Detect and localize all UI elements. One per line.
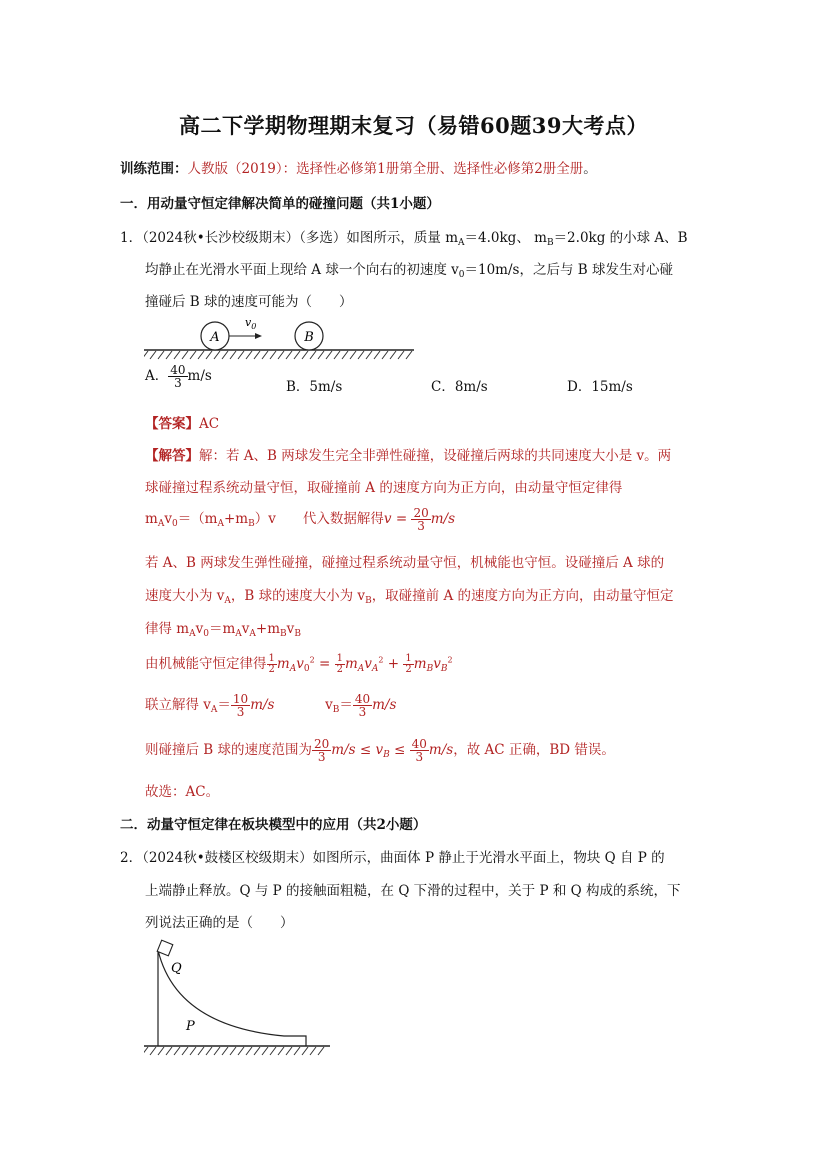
section-2-heading: 二．动量守恒定律在板块模型中的应用（共2小题） [120,817,427,833]
q1-line-2: 均静止在光滑水平面上现给 A 球一个向右的初速度 $v_0=10m/s$，之后与 B 球发生对心碰 [145,262,673,280]
q1-figure [144,314,420,362]
q1-line-1 [120,226,688,248]
training-scope [120,157,597,177]
option-b[interactable]: B．5m/s [286,379,343,395]
q1-lead: 1．（2024秋•长沙校级期末）（多选）如图所示，质量 [120,230,441,246]
q1-solution-7: 由机械能守恒定律得 $\frac{1}{2}$ $m_Av_0^2$ = $\frac{1}{2}$ $m_Av_A^2$ + $\frac{1}{2}$ $m_Bv_B^2$ [145,653,453,675]
option-d[interactable]: D．15m/s [567,379,633,395]
scope-value: 人教版（2019）：选择性必修第1册第全册、选择性必修第2册全册 [187,161,584,177]
ball-a-label: A [210,330,220,345]
ball-b-label: B [304,330,314,345]
q1-line-3: 撞碰后 B 球的速度可能为（ ） [145,294,353,310]
block-q [157,940,173,956]
q1-solution-5: 速度大小为 $v_A$，B 球的速度大小为 $v_B$，取碰撞前 A 的速度方向为正方向，由动量守恒定 [145,588,674,606]
q1-solution-9: 则碰撞后 B 球的速度范围为 $\frac{20}{3}$ $m/s \le v_B$ ≤ $\frac{40}{3}$ m/s，故 AC 正确，BD 错误。 [145,737,615,764]
q2-line-3: 列说法正确的是（ ） [145,915,294,931]
q1-ma-val: ＝4.0kg、 [464,230,530,246]
label-p: P [186,1019,195,1034]
q1-choose: 故选：AC。 [145,784,220,800]
section-1-heading: 一．用动量守恒定律解决简单的碰撞问题（共1小题） [120,196,440,212]
page-title: 高二下学期物理期末复习（易错60题39大考点） [179,113,648,138]
q1-solution-8: 联立解得 $v_A=$ $\frac{10}{3}$ m/s $v_B=$ $\frac{40}{3}$ m/s [145,692,397,719]
option-c[interactable]: C．8m/s [431,379,488,395]
q1-solution-3: $m_Av_0=(m_A+m_B)v$ 代入数据解得v = $\frac{20}{3}$ m/s [145,506,455,533]
q1-ma: $m_A$ [445,230,465,248]
q2-figure [144,938,336,1060]
q1-solution-6: 律得 $m_Av_0=m_Av_A+m_Bv_B$ [145,621,301,639]
scope-label: 训练范围： [120,161,188,177]
q2-line-1: 2．（2024秋•鼓楼区校级期末）如图所示，曲面体 P 静止于光滑水平面上，物块 Q 自 P 的 [120,850,665,866]
q1-answer: 【答案】AC [145,416,220,432]
q1-solution-2: 球碰撞过程系统动量守恒，取碰撞前 A 的速度方向为正方向，由动量守恒定律得 [145,480,623,496]
q1-mb-val: ＝2.0kg 的小球 A、B [553,230,688,246]
velocity-label: $v_0$ [245,316,257,331]
scope-end: 。 [583,161,597,177]
label-q: Q [171,961,182,976]
q1-mb: $m_B$ [534,230,554,248]
option-a[interactable]: A． $\frac{40}{3}$ m/s [145,363,212,390]
q1-solution-1: 【解答】解：若 A、B 两球发生完全非弹性碰撞，设碰撞后两球的共同速度大小是 v。两 [145,448,672,464]
q2-line-2: 上端静止释放。Q 与 P 的接触面粗糙，在 Q 下滑的过程中，关于 P 和 Q 构成的系统，下 [145,883,681,899]
q1-solution-4: 若 A、B 两球发生弹性碰撞，碰撞过程系统动量守恒，机械能也守恒。设碰撞后 A 球的 [145,555,665,571]
